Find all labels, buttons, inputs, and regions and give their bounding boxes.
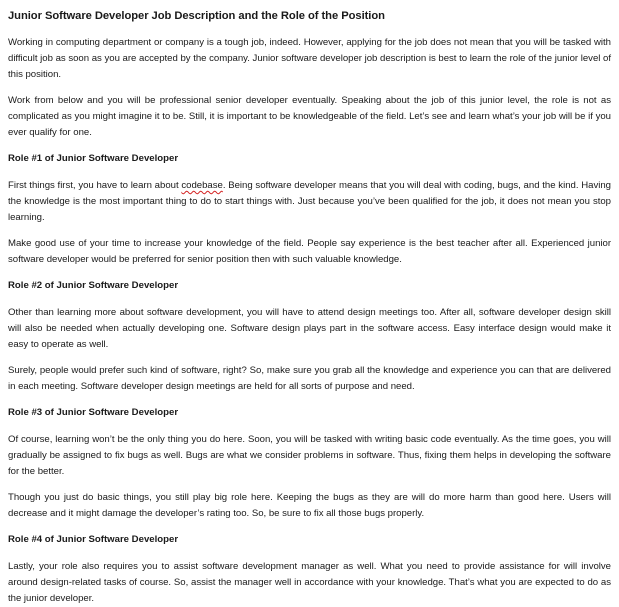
section-heading-role-2: Role #2 of Junior Software Developer <box>8 280 179 291</box>
section-heading-role-3: Role #3 of Junior Software Developer <box>8 407 179 418</box>
role-1-paragraph-1 <box>8 178 611 226</box>
role-4-paragraph-1: Lastly, your role also requires you to assist software development manager as well. What you need to provide assistance for will involve around design-related tasks of course. So, assist the manager well in accordance with your knowledge. That’s what you are expected to do as the junior developer. <box>8 561 611 604</box>
intro-paragraph-1: Working in computing department or company is a tough job, indeed. However, applying for the job does not mean that you will be tasked with difficult job as soon as you are accepted by the company. Junior software developer job description is best to learn the role of the junior level of this position. <box>8 37 611 80</box>
role-1-paragraph-1-text-end: . Being software developer means that you will deal with coding, bugs, and the kind. Having the knowledge is the most important thing to do to start things with. Just because you’ve been qualified for the job, it does not mean you stop learning. <box>8 180 611 223</box>
section-heading-role-4: Role #4 of Junior Software Developer <box>8 534 179 545</box>
spellcheck-flagged-word[interactable]: codebase <box>181 180 223 191</box>
document-title: Junior Software Developer Job Description and the Role of the Position <box>8 10 385 22</box>
role-1-paragraph-2: Make good use of your time to increase your knowledge of the field. People say experience is the best teacher after all. Experienced junior software developer would be preferred for senior position then with such valuable knowledge. <box>8 238 611 265</box>
intro-paragraph-2: Work from below and you will be professional senior developer eventually. Speaking about the job of this junior level, the role is not as complicated as you might imagine it to be. Still, it is important to be knowledgeable of the field. Let’s see and learn what’s your job will be if you ever qualify for one. <box>8 95 611 138</box>
role-2-paragraph-2: Surely, people would prefer such kind of software, right? So, make sure you grab all the knowledge and experience you can that are delivered in each meeting. Software developer design meetings are held for all sorts of purpose and need. <box>8 365 611 392</box>
role-3-paragraph-2: Though you just do basic things, you still play big role here. Keeping the bugs as they are will do more harm than good here. Users will decrease and it might damage the developer’s rating too. So, be sure to fix all those bugs properly. <box>8 492 611 519</box>
role-3-paragraph-1: Of course, learning won’t be the only thing you do here. Soon, you will be tasked with writing basic code eventually. As the time goes, you will gradually be assigned to fix bugs as well. Bugs are what we consider problems in software. Thus, fixing them helps in developing the software for the better. <box>8 434 611 477</box>
role-1-paragraph-1-text-start: First things first, you have to learn about <box>8 180 182 191</box>
role-2-paragraph-1: Other than learning more about software development, you will have to attend design meetings too. After all, software developer design skill will also be needed when actually developing one. Software design plays part in the software access. Easy interface design would make it easy to operate as well. <box>8 307 611 350</box>
section-heading-role-1: Role #1 of Junior Software Developer <box>8 153 179 164</box>
